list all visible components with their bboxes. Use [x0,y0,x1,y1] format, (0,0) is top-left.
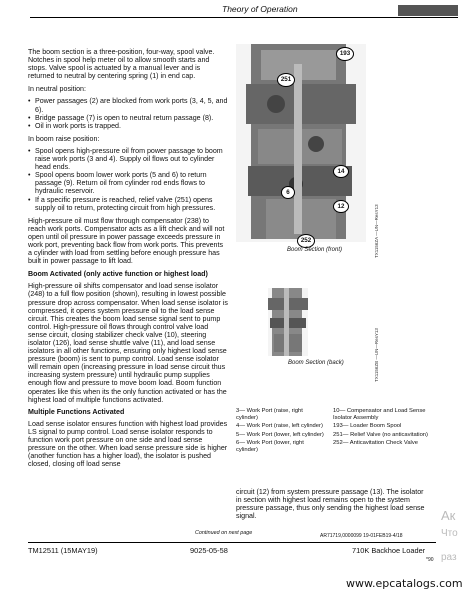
page-number-small: *90 [426,557,434,563]
neutral-bullet: • Oil in work ports is trapped. [28,122,228,130]
boom-section-front-figure [236,44,366,242]
back-caption: Boom Section (back) [288,360,344,366]
header-tab [398,5,458,16]
continued-note: Continued on next page [195,530,253,536]
raise-bullet: • If a specific pressure is reached, relief valve (251) opens supply oil to return, protecting circuit from high pressures. [28,196,228,212]
header-rule [30,17,458,18]
front-figure-id: TX1156ZA —UN—ResY13 [374,204,379,258]
intro-paragraph: The boom section is a three-position, four-way, spool valve. Notches in spool help meter oil to allow smooth starts and stops. Valve spool is actuated by a manual lever and is returned to neutral by centering spring (1) in end cap. [28,48,215,81]
legend-item: 6— Work Port (lower, right cylinder) [236,440,304,453]
boom-activated-paragraph: High-pressure oil shifts compensator and load sense isolator (248) to a full flow position (shown), resulting in lowest possible pressure drop across compensator. When load sense isolator is compressed, it opens system pressure oil to the load sense circuit. This creates the boom load sense signal sent to pump control. High-pressure oil flows through control valve load sense circuit, closing stabilizer check valve (10), steering isolator (126), load sense shuttle valve (11), and load sense isolators in all other functions, ensuring only highest load sense pressure (boom) is sent to pump control. Load sense isolator will remain open (increasing pressure in load sense circuit thus increasing system pressure) until hydraulic pump supplies enough flow and pressure to move boom load. Boom function operates like this when its the only function activated or has the highest load of multiple functions activated. [28,282,228,404]
boom-activated-heading: Boom Activated (only active function or highest load) [28,270,208,279]
page-number: 9025-05-58 [190,546,228,555]
continuation-paragraph: circuit (12) from system pressure passage (13). The isolator in section with highest load remains open to the system pressure passage, thus only sending the highest load sense signal. [236,488,425,521]
raise-heading: In boom raise position: [28,134,100,143]
raise-bullet: • Spool opens boom lower work ports (5 and 6) to return passage (9). Return oil from cylinder rod ends flows to hydraulic reservoir. [28,171,228,195]
footer-rule [28,542,436,543]
page-header [30,5,458,17]
neutral-bullet: • Power passages (2) are blocked from work ports (3, 4, 5, and 6). [28,97,228,113]
raise-bullet: • Spool opens high-pressure oil from power passage to boom raise work ports (3 and 4). Supply oil flows out to cylinder head ends. [28,147,228,171]
watermark-text: раз [441,552,457,563]
watermark-text: Ак [441,508,456,523]
legend-item: 252— Anticavitation Check Valve [333,440,418,447]
neutral-bullet: • Bridge passage (7) is open to neutral return passage (8). [28,114,228,122]
valve-back-drawing [268,288,308,356]
tm-number: TM12511 (15MAY19) [28,546,98,555]
legend-right [333,408,433,447]
valve-front-drawing [236,44,366,242]
site-watermark: www.epcatalogs.com [346,577,463,590]
machine-name: 710K Backhoe Loader [352,546,426,555]
boom-section-back-figure [268,288,308,356]
multiple-functions-paragraph: Load sense isolator ensures function with highest load provides LS signal to pump control. Load sense isolator responds to function work port pressure on one side and load sense pressure on the other. When load sense pressure side is higher (another function has a higher load), the isolator is pushed closed, closing off load sense [28,419,228,469]
watermark-text: Что [441,528,458,539]
back-figure-id: TX1156ZB —UN—ResY13 [374,328,379,382]
front-caption: Boom Section (front) [287,247,343,253]
compensator-paragraph: High-pressure oil must flow through compensator (238) to reach work ports. Compensator acts as a lift check and will not open until oil pressure in power passage exceeds pressure in work port, preventing back flow from work ports. This prevents a cylinder with load from settling before enough pressure has built in power passage to lift load. [28,216,225,266]
legend-item: 3— Work Port (raise, right cylinder) [236,408,303,421]
callout-251: 251 [277,73,295,87]
legend-item: 10— Compensator and Load Sense Isolator Assembly [333,408,426,421]
callout-6: 6 [281,186,295,199]
legend-left [236,408,326,454]
legend-item: 4— Work Port (raise, left cylinder) [236,423,323,430]
left-column [28,48,228,468]
callout-12: 12 [333,200,349,213]
document-code: AR71719,0000099 19-01FEB19-4/18 [320,533,403,539]
legend-item: 251— Relief Valve (no anticavitation) [333,431,428,438]
callout-14: 14 [333,165,349,178]
legend-item: 5— Work Port (lower, left cylinder) [236,431,324,438]
multiple-functions-heading: Multiple Functions Activated [28,407,125,416]
neutral-heading: In neutral position: [28,85,86,94]
legend-item: 193— Loader Boom Spool [333,423,402,430]
page-title: Theory of Operation [222,4,298,14]
callout-193: 193 [336,47,354,61]
callout-252: 252 [297,234,315,248]
